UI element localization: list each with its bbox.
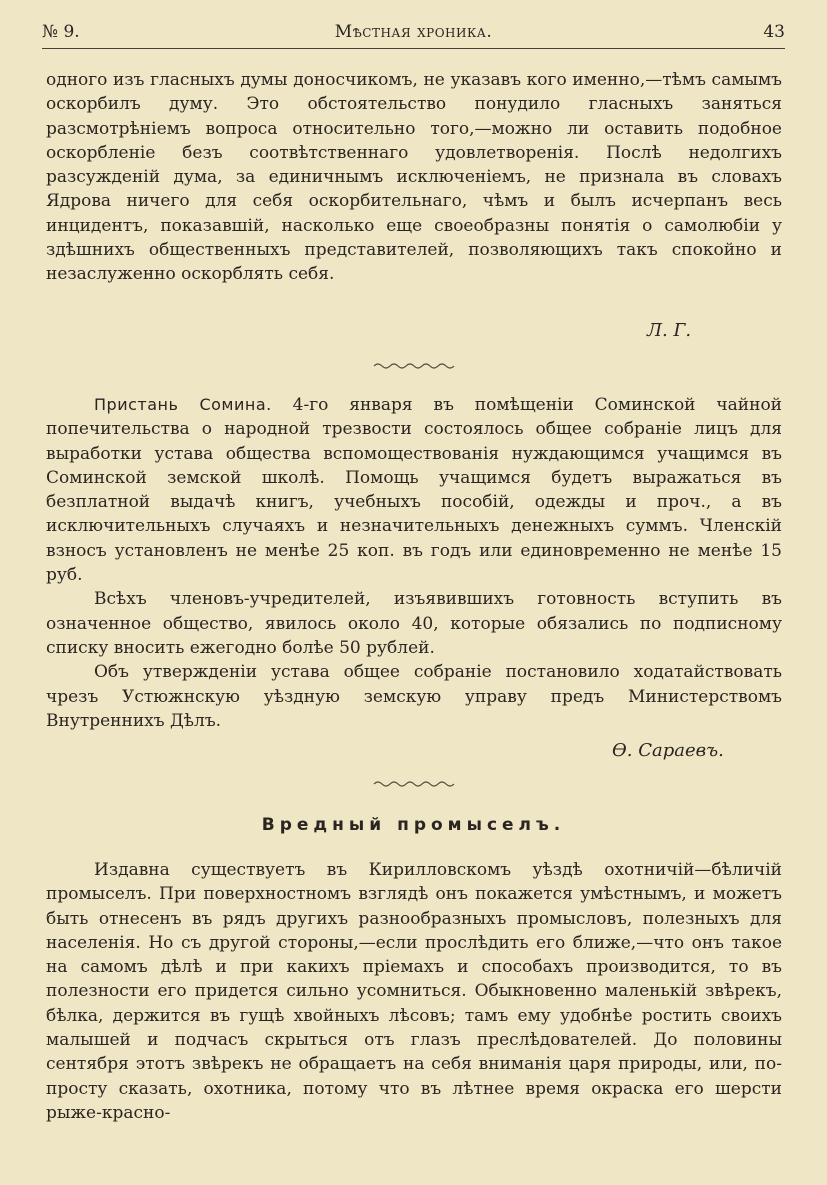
article-2-paragraph-1 [46, 393, 782, 587]
article-3-text [46, 858, 782, 1125]
separator-ornament-icon [373, 362, 455, 370]
article-2-text [46, 393, 782, 733]
running-header [42, 20, 785, 48]
article-1-paragraph: одного изъ гласныхъ думы доносчикомъ, не указавъ кого именно,—тѣмъ самымъ оскорбилъ думу. Это обстоятельство понудило гласныхъ заняться разсмотрѣніемъ вопроса относительно того,—можно ли оставить подобное оскорбленіе безъ соотвѣтственнаго удовлетворенія. Послѣ недолгихъ разсужденій дума, за единичнымъ исключеніемъ, не признала въ словахъ Ядрова ничего для себя оскорбительнаго, чѣмъ и былъ исчерпанъ весь инцидентъ, показавшій, насколько еще своеобразны понятія о самолюбіи у здѣшнихъ общественныхъ представителей, позволяющихъ такъ спокойно и незаслуженно оскорблять себя. [46, 70, 782, 285]
article-2-place: Пристань Сомина. [94, 395, 272, 414]
article-2-signature: Ѳ. Сараевъ. [612, 740, 724, 761]
header-rule [42, 48, 785, 49]
article-2-paragraph-3: Объ утвержденіи устава общее собраніе постановило ходатайствовать чрезъ Устюжнскую уѣздную земскую управу предъ Министерствомъ Внутреннихъ Дѣлъ. [46, 662, 782, 731]
page-number: 43 [763, 22, 785, 42]
separator-ornament-icon [373, 780, 455, 788]
article-3-heading: Вредный промыселъ. [261, 815, 566, 835]
article-3-paragraph: Издавна существуетъ въ Кирилловскомъ уѣздѣ охотничій—бѣличій промыселъ. При поверхностномъ взглядѣ онъ покажется умѣстнымъ, и можетъ быть отнесенъ въ рядъ другихъ разнообразныхъ промысловъ, полезныхъ для населенія. Но съ другой стороны,—если прослѣдить его ближе,—что онъ такое на самомъ дѣлѣ и при какихъ пріемахъ и способахъ производится, то въ полезности его придется сильно усомниться. Обыкновенно маленькій звѣрекъ, бѣлка, держится въ гущѣ хвойныхъ лѣсовъ; тамъ ему удобнѣе ростить своихъ малышей и подчасъ скрыться отъ глазъ преслѣдователей. До половины сентября этотъ звѣрекъ не обращаетъ на себя вниманія царя природы, или, по-просту сказать, охотника, потому что въ лѣтнее время окраска его шерсти рыже-красно- [46, 860, 782, 1123]
article-1-signature: Л. Г. [647, 320, 692, 341]
section-title: Мѣстная хроника. [334, 22, 493, 42]
article-2-paragraph-1-text: 4-го января въ помѣщеніи Соминской чайной попечительства о народной трезвости состоялось общее собраніе лицъ для выработки устава общества вспомоществованія нуждающимся учащимся въ Соминской земской школѣ. Помощь учащимся будетъ выражаться въ безплатной выдачѣ книгъ, учебныхъ пособій, одежды и проч., а въ исключительныхъ случаяхъ и незначительныхъ денежныхъ суммъ. Членскій взносъ установленъ не менѣе 25 коп. въ годъ или единовременно не менѣе 15 руб. [46, 395, 783, 586]
issue-number: № 9. [42, 22, 80, 42]
article-1-text [46, 68, 782, 287]
article-2-paragraph-2: Всѣхъ членовъ-учредителей, изъявившихъ готовность вступить въ означенное общество, явилось около 40, которые обязались по подписному списку вносить ежегодно болѣе 50 рублей. [46, 589, 782, 658]
